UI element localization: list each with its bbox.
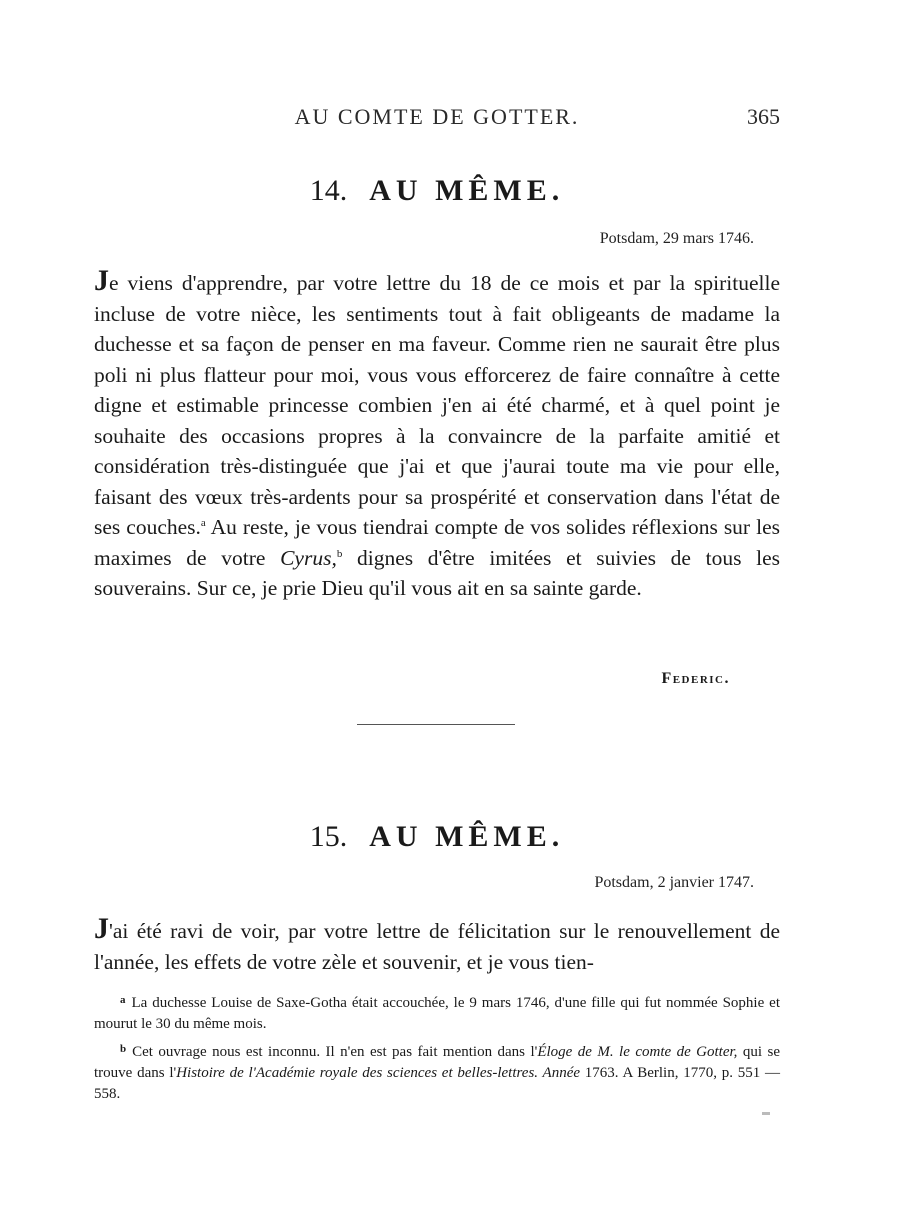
page-number: 365 bbox=[747, 104, 780, 129]
letter-14-text-c: dignes d'être imitées et suivies de tous les souverains. Sur ce, je prie Dieu qu'il vous ait en sa sainte garde. bbox=[94, 545, 781, 600]
footnote-b bbox=[94, 1039, 780, 1105]
letter-14-heading bbox=[94, 174, 780, 208]
section-divider bbox=[357, 724, 515, 725]
running-head bbox=[94, 104, 780, 134]
letter-14-number: 14. bbox=[309, 174, 348, 207]
footnote-b-text-a: Cet ouvrage nous est inconnu. Il n'en est pas fait mention dans l' bbox=[132, 1044, 538, 1060]
letter-14-signature: Federic. bbox=[661, 670, 730, 687]
letter-14-body bbox=[94, 266, 780, 604]
letter-14-dateline: Potsdam, 29 mars 1746. bbox=[599, 230, 754, 247]
letter-15-number: 15. bbox=[309, 820, 348, 853]
footnote-b-italic-b: Histoire de l'Académie royale des sciences et belles-lettres. Année bbox=[176, 1065, 581, 1081]
letter-15-body bbox=[94, 914, 780, 977]
letter-15-dateline: Potsdam, 2 janvier 1747. bbox=[594, 874, 754, 891]
footnote-a-mark: a bbox=[120, 994, 126, 1006]
footnote-ref-a[interactable]: a bbox=[200, 517, 206, 529]
letter-14-text-a: e viens d'apprendre, par votre lettre du 18 de ce mois et par la spirituelle incluse de votre nièce, les sentiments tout à fait obligeants de madame la duchesse et sa façon de penser en ma faveur. Comme rien ne saurait être plus poli ni plus flatteur pour moi, vous vous efforcerez de faire connaître à cette digne et estimable princesse combien j'en ai été charmé, et à quel point je souhaite des occasions propres à la convaincre de la parfaite amitié et considération très-distinguée que j'ai et que j'aurai toute ma vie pour elle, faisant des vœux très-ardents pour sa prospérité et conservation dans l'état de ses couches. bbox=[94, 271, 780, 539]
letter-15-heading bbox=[94, 820, 780, 854]
letter-15-text-a: 'ai été ravi de voir, par votre lettre de félicitation sur le renouvellement de l'année, les effets de votre zèle et souvenir, et je vous tien- bbox=[94, 919, 780, 974]
footnote-b-mark: b bbox=[120, 1043, 127, 1055]
letter-14-title: AU MÊME. bbox=[369, 174, 565, 207]
letter-14-dropcap: J bbox=[94, 264, 109, 297]
footnote-b-text-c: 1763. A Berlin, 1770, p. 551 — 558. bbox=[94, 1065, 781, 1102]
letter-14-text-b: Au reste, je vous tiendrai compte de vos solides réflexions sur les maximes de votre bbox=[94, 515, 780, 570]
footnote-a bbox=[94, 990, 780, 1035]
letter-15-title: AU MÊME. bbox=[369, 820, 565, 853]
footnotes bbox=[94, 990, 780, 1109]
footnote-a-text: La duchesse Louise de Saxe-Gotha était accouchée, le 9 mars 1746, d'une fille qui fut nommée Sophie et mourut le 30 du même mois. bbox=[94, 995, 780, 1032]
letter-14-italic-title: Cyrus, bbox=[280, 545, 337, 570]
footnote-ref-b[interactable]: b bbox=[336, 547, 343, 560]
letter-15-dropcap: J bbox=[94, 912, 109, 945]
footnote-b-italic-a: Éloge de M. le comte de Gotter, bbox=[537, 1044, 738, 1060]
footnote-b-text-b: qui se trouve dans l' bbox=[94, 1044, 780, 1081]
running-title: AU COMTE DE GOTTER. bbox=[294, 104, 580, 129]
printer-mark bbox=[762, 1112, 770, 1115]
